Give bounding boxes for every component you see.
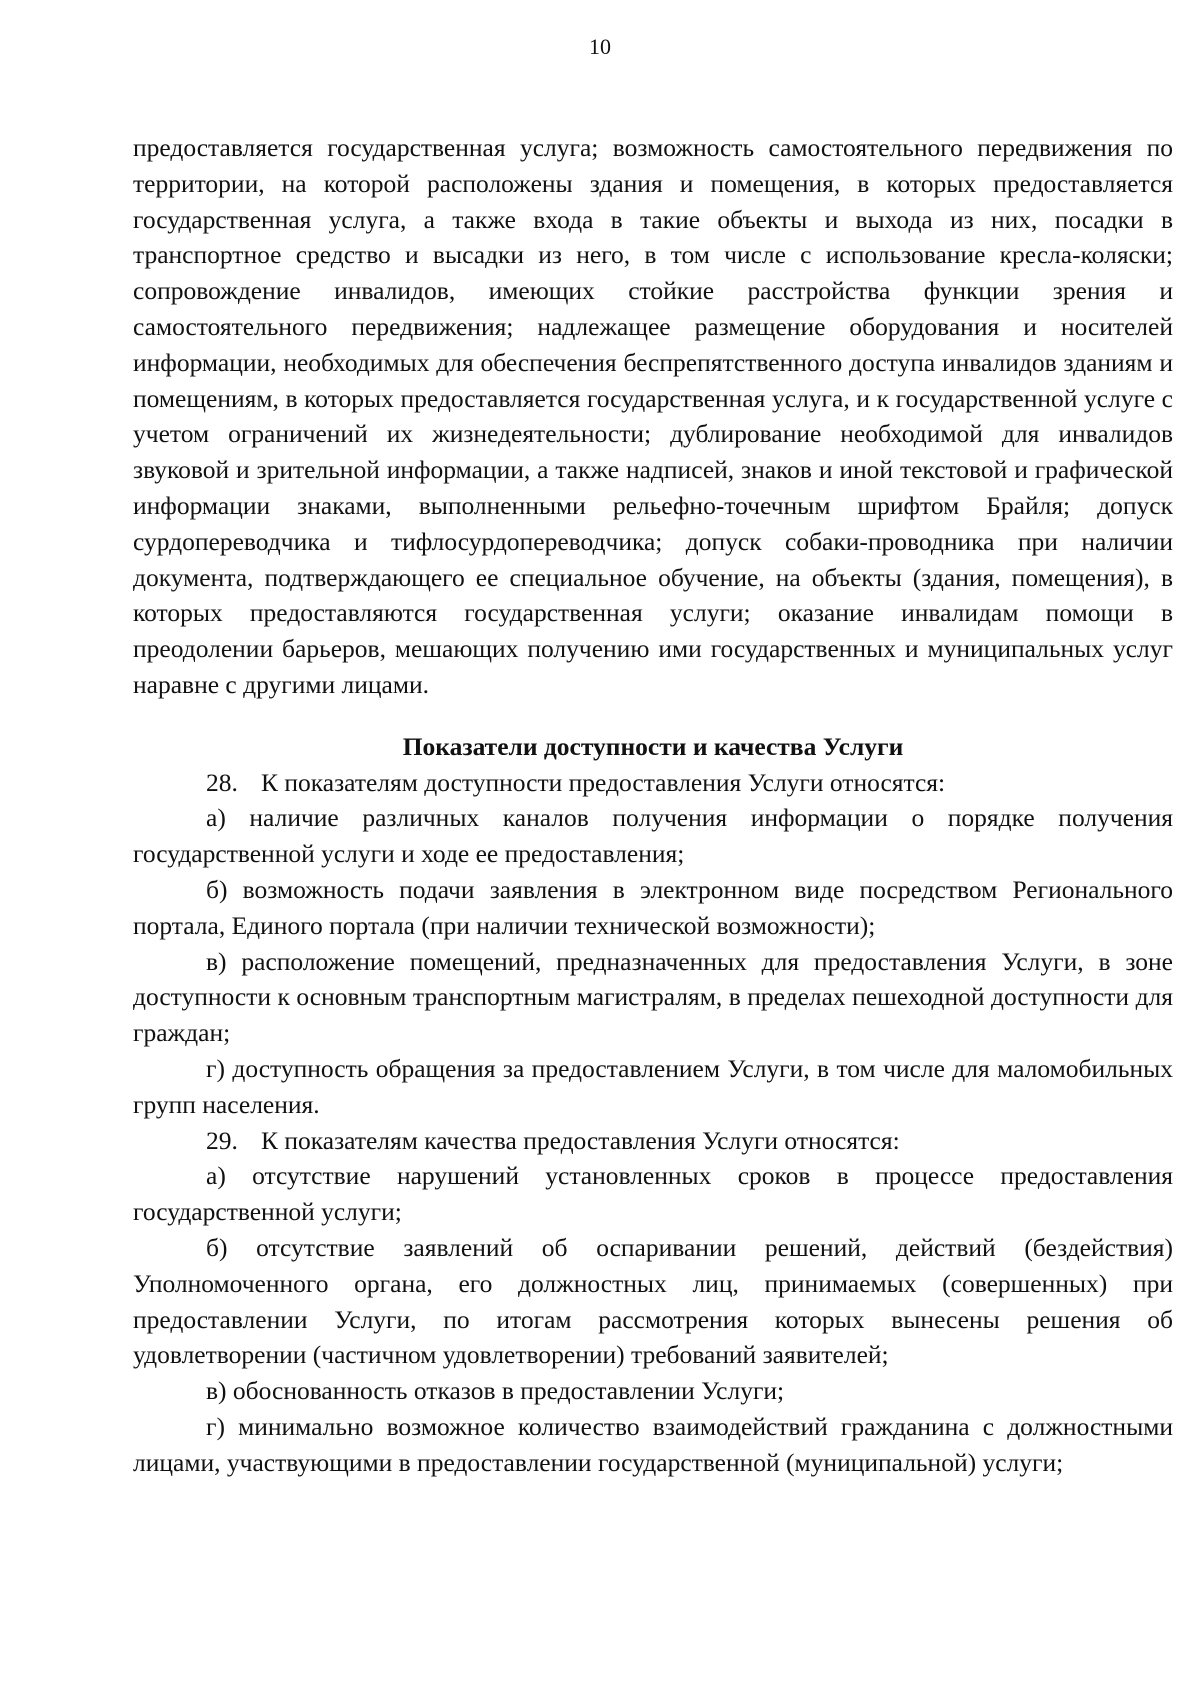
clause-29-item-b: б) отсутствие заявлений об оспаривании решений, действий (бездействия) Уполномоченного органа, его должностных лиц, принимаемых (совершенных) при предоставлении Услуги, по итогам рассмотрения которых вынесены решения об удовлетворении (частичном удовлетворении) требований заявителей; xyxy=(133,1232,1173,1370)
clause-29-text: К показателям качества предоставления Услуги относятся: xyxy=(261,1125,900,1155)
clause-29-item-v: в) обоснованность отказов в предоставлении Услуги; xyxy=(206,1376,785,1406)
clause-28-item-b: б) возможность подачи заявления в электронном виде посредством Регионального портала, Единого портала (при наличии технической возможности); xyxy=(133,874,1173,940)
clause-29-item-g: г) минимально возможное количество взаимодействий гражданина с должностными лицами, участвующими в предоставлении государственной (муниципальной) услуги; xyxy=(133,1411,1173,1477)
clause-28-item-g: г) доступность обращения за предоставлением Услуги, в том числе для маломобильных групп населения. xyxy=(133,1053,1173,1119)
section-heading: Показатели доступности и качества Услуги xyxy=(402,731,904,761)
paragraph-continuation: предоставляется государственная услуга; возможность самостоятельного передвижения по территории, на которой расположены здания и помещения, в которых предоставляется государственная услуга, а также входа в такие объекты и выхода из них, посадки в транспортное средство и высадки из него, в том числе с использование кресла-коляски; сопровождение инвалидов, имеющих стойкие расстройства функции зрения и самостоятельного передвижения; надлежащее размещение оборудования и носителей информации, необходимых для обеспечения беспрепятственного доступа инвалидов зданиям и помещениям, в которых предоставляется государственная услуга, и к государственной услуге с учетом ограничений их жизнедеятельности; дублирование необходимой для инвалидов звуковой и зрительной информации, а также надписей, знаков и иной текстовой и графической информации знаками, выполненными рельефно-точечным шрифтом Брайля; допуск сурдопереводчика и тифлосурдопереводчика; допуск собаки-проводника при наличии документа, подтверждающего ее специальное обучение, на объекты (здания, помещения), в которых предоставляются государственная услуги; оказание инвалидам помощи в преодолении барьеров, мешающих получению ими государственных и муниципальных услуг наравне с другими лицами. xyxy=(133,133,1173,699)
clause-28-number: 28. xyxy=(206,767,238,797)
clause-28-intro xyxy=(133,765,1173,801)
clause-28-item-a: а) наличие различных каналов получения информации о порядке получения государственной услуги и ходе ее предоставления; xyxy=(133,803,1173,869)
document-body xyxy=(133,130,1173,1480)
page-number: 10 xyxy=(589,34,611,59)
clause-29-item-a: а) отсутствие нарушений установленных сроков в процессе предоставления государственной услуги; xyxy=(133,1161,1173,1227)
clause-28-item-v: в) расположение помещений, предназначенных для предоставления Услуги, в зоне доступности к основным транспортным магистралям, в пределах пешеходной доступности для граждан; xyxy=(133,946,1173,1048)
clause-28-text: К показателям доступности предоставления Услуги относятся: xyxy=(261,767,946,797)
clause-29-intro xyxy=(133,1123,1173,1159)
clause-29-number: 29. xyxy=(206,1125,238,1155)
